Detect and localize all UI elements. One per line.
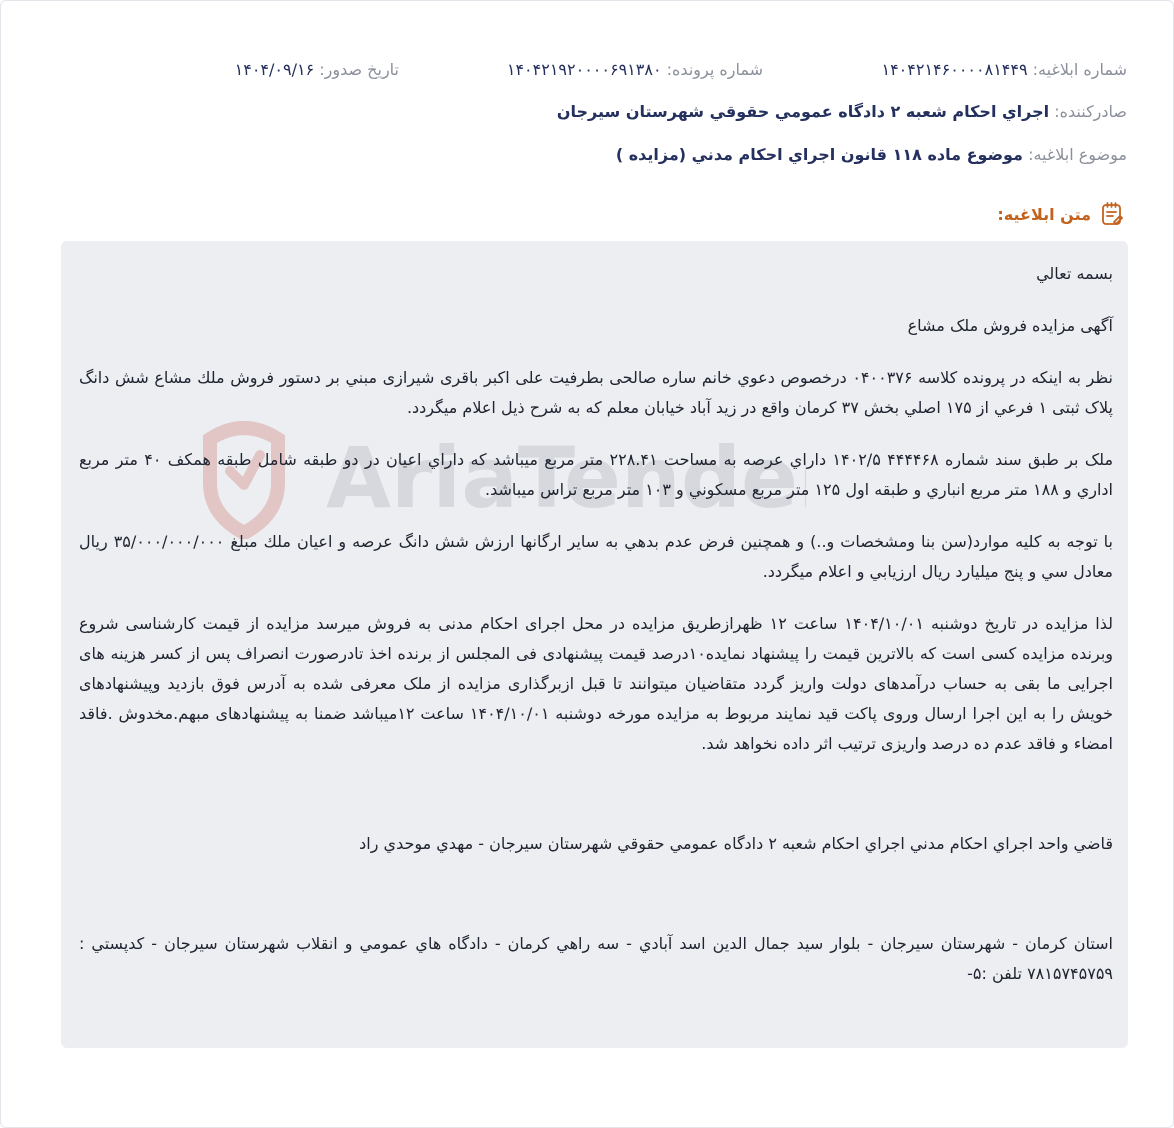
body-signature: قاضي واحد اجراي احكام مدني اجراي احكام شعبه ۲ دادگاه عمومي حقوقي شهرستان سيرجان - مهدي موحدي راد <box>359 834 1113 853</box>
body-address: استان كرمان - شهرستان سيرجان - بلوار سيد جمال الدين اسد آبادي - سه راهي كرمان - دادگاه هاي عمومي و انقلاب شهرستان سيرجان - كدپستي : ۷۸۱۵۷۴۵۷۵۹ تلفن :۵- <box>79 934 1113 983</box>
case-number-value: ۱۴۰۴۲۱۹۲۰۰۰۰۶۹۱۳۸۰ <box>506 60 662 79</box>
body-paragraph-4: لذا مزایده در تاریخ دوشنبه ۱۴۰۴/۱۰/۰۱ ساعت ۱۲ ظهرازطریق مزايده در محل اجرای احکام مدنی به فروش میرسد مزايده از قیمت کارشناسی شروع وبرنده مزايده کسی است که بالاترین قیمت را پیشنهاد نمایده۱۰درصد قیمت پیشنهادی فی المجلس از برنده اخذ تادرصورت انصراف پس از کسر هزینه های اجرایی ما بقی به حساب درآمدهای دولت واریز گردد متقاضیان میتوانند تا قبل ازبرگذاری مزایده از ملک معرفی شده به آدرس فوق بازدید وپیشنهادهای خویش را به این اجرا ارسال وروی پاکت قید نمایند مربوط به مزایده مورخه دوشنبه ۱۴۰۴/۱۰/۰۱ ساعت ۱۲میباشد ضمنا به پیشنهادهای مبهم.مخدوش .فاقد امضاء و فاقد عدم ده درصد واریزی ترتیب اثر داده نخواهد شد. <box>79 614 1114 753</box>
case-number-label: شماره پرونده: <box>666 60 763 79</box>
body-salutation: بسمه تعالي <box>1036 264 1113 283</box>
header-row-numbers <box>61 59 1127 81</box>
body-heading: آگهی مزایده فروش ملک مشاع <box>907 316 1113 335</box>
body-paragraph-2: ملک بر طبق سند شماره ۴۴۴۴۶۸ ۱۴۰۲/۵ داراي عرصه به مساحت ۲۲۸.۴۱ متر مربع میباشد که داراي اعيان در دو طبقه شامل طبقه همکف ۴۰ متر مربع اداري و ۱۸۸ متر مربع انباري و طبقه اول ۱۲۵ متر مربع مسکوني و ۱۰۳ متر مربع تراس میباشد. <box>79 450 1114 499</box>
issue-date-value: ۱۴۰۴/۰۹/۱۶ <box>234 60 315 79</box>
notice-number-field <box>881 59 1127 81</box>
issuer-label: صادرکننده: <box>1054 102 1127 121</box>
notepad-icon <box>1099 201 1125 227</box>
notice-body <box>79 259 1113 1011</box>
subject-row <box>61 144 1127 166</box>
subject-label: موضوع ابلاغيه: <box>1028 145 1127 164</box>
issue-date-field <box>235 59 399 81</box>
issue-date-label: تاريخ صدور: <box>319 60 399 79</box>
watermark-text: AriaTende <box>326 429 798 527</box>
issuer-value: اجراي احكام شعبه ۲ دادگاه عمومي حقوقي شهرستان سيرجان <box>556 102 1050 121</box>
subject-value: موضوع ماده ۱۱۸ قانون اجراي احكام مدني (مزايده ) <box>615 145 1023 164</box>
notice-number-value: ۱۴۰۴۲۱۴۶۰۰۰۰۸۱۴۴۹ <box>881 60 1028 79</box>
body-paragraph-1: نظر به اینکه در پرونده كلاسه ۰۴۰۰۳۷۶ درخصوص دعوي خانم ساره صالحی بطرفيت علی اکبر باقری شیرازی مبني بر دستور فروش ملك مشاع شش دانگ پلاک ثبتی ۱ فرعي از ۱۷۵ اصلي بخش ۳۷ کرمان واقع در زید آباد خیابان معلم که به شرح ذیل اعلام میگردد. <box>79 368 1114 417</box>
notice-text-title: متن ابلاغيه: <box>997 204 1091 224</box>
notice-number-label: شماره ابلاغيه: <box>1032 60 1127 79</box>
body-paragraph-3: با توجه به کلیه موارد(سن بنا ومشخصات و..) و همچنین فرض عدم بدهي به ساير ارگانها ارزش شش دانگ عرصه و اعيان ملك مبلغ ۳۵/۰۰۰/۰۰۰/۰۰۰ ريال معادل سي و پنج ميليارد ريال ارزيابي و اعلام ميگردد. <box>79 532 1113 581</box>
notice-text-header <box>997 201 1125 227</box>
issuer-row <box>61 101 1127 123</box>
case-number-field <box>507 59 763 81</box>
